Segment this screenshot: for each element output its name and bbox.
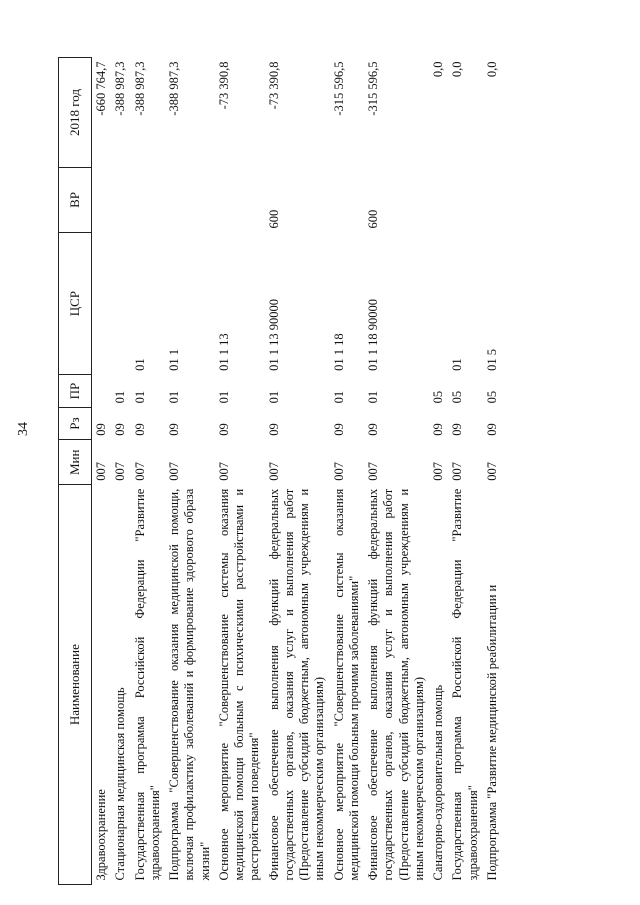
table-row (131, 58, 166, 885)
row-value: -315 596,5 (331, 61, 346, 116)
row-value: -73 390,8 (216, 61, 231, 110)
row-name: Государственная программа Российской Федерации "Развитие здравоохранения" (450, 488, 480, 881)
table-row (215, 58, 265, 885)
table-row (330, 58, 365, 885)
row-rz: 09 (484, 423, 499, 436)
row-csr: 01 1 18 (331, 333, 346, 371)
table-row (265, 58, 330, 885)
row-rz: 09 (94, 423, 108, 436)
row-name: Здравоохранение (94, 789, 108, 881)
row-vr (165, 167, 215, 232)
row-value: -315 596,5 (366, 61, 380, 116)
row-min: 007 (113, 462, 128, 481)
budget-table (58, 57, 502, 885)
table-row (364, 58, 429, 885)
row-pr: 01 (167, 390, 181, 404)
row-csr (92, 232, 112, 374)
row-pr: 05 (484, 390, 499, 404)
row-pr: 01 (216, 390, 231, 404)
row-min: 007 (167, 462, 181, 481)
row-rz: 09 (266, 423, 281, 436)
row-pr: 01 (266, 390, 281, 404)
row-csr: 01 (132, 358, 147, 371)
row-name: Финансовое обеспечение выполнения функций федеральных государственных органов, оказания услуг и выполнения работ (Предоставление субсидий бюджетным, автономным учреждениям и иным некоммерческим организациям) (266, 488, 327, 881)
row-csr: 01 1 (167, 348, 181, 371)
row-pr: 05 (431, 390, 445, 404)
row-min: 007 (216, 462, 231, 481)
row-rz: 09 (431, 423, 445, 436)
row-min: 007 (366, 462, 380, 481)
row-min: 007 (450, 462, 465, 481)
row-csr: 01 1 18 90000 (366, 298, 380, 371)
row-value: 0,0 (450, 61, 465, 78)
row-rz: 09 (113, 423, 128, 436)
row-name: Основное мероприятие "Совершенствование системы оказания медицинской помощи больным прочими заболеваниями" (331, 488, 361, 881)
row-vr: 600 (266, 209, 281, 229)
row-pr (92, 375, 112, 407)
table-row (429, 58, 448, 885)
row-min: 007 (484, 462, 499, 481)
row-value: -388 987,3 (132, 61, 147, 116)
table-row (448, 58, 483, 885)
row-rz: 09 (132, 423, 147, 436)
row-value: -388 987,3 (113, 61, 128, 116)
table-row (92, 58, 112, 885)
rotated-page (58, 57, 598, 885)
row-vr (429, 167, 448, 232)
row-rz: 09 (216, 423, 231, 436)
row-name: Финансовое обеспечение выполнения функций федеральных государственных органов, оказания услуг и выполнения работ (Предоставление субсидий бюджетным, автономным учреждениям и иным некоммерческим организациям) (366, 488, 426, 881)
row-csr: 01 1 13 90000 (266, 298, 281, 371)
row-name: Подпрограмма "Совершенствование оказания медицинской помощи, включая профилактику заболеваний и формирование здорового образа жизни" (167, 488, 212, 881)
row-csr (111, 232, 130, 374)
row-name: Стационарная медицинская помощь (113, 687, 128, 881)
header-name: Наименование (59, 485, 92, 885)
row-value: 0,0 (431, 61, 445, 78)
row-value: -73 390,8 (266, 61, 281, 110)
row-min: 007 (132, 462, 147, 481)
row-min: 007 (94, 462, 108, 481)
row-name: Государственная программа Российской Федерации "Развитие здравоохранения" (132, 488, 162, 881)
row-rz: 09 (167, 423, 181, 436)
row-vr (131, 167, 166, 232)
row-pr: 01 (331, 390, 346, 404)
row-csr: 01 1 13 (216, 333, 231, 371)
row-pr: 05 (450, 390, 465, 404)
row-rz: 09 (450, 423, 465, 436)
header-2018: 2018 год (59, 58, 92, 168)
header-pr: ПР (59, 375, 92, 407)
row-min: 007 (431, 462, 445, 481)
row-vr (330, 167, 365, 232)
table-header-row (59, 58, 92, 885)
table-row (111, 58, 130, 885)
row-pr: 01 (132, 390, 147, 404)
table-row (165, 58, 215, 885)
row-name: Основное мероприятие "Совершенствование системы оказания медицинской помощи больным с психическими расстройствами и расстройствами поведения" (216, 488, 262, 881)
row-csr: 01 (450, 358, 465, 371)
row-name: Санаторно-оздоровительная помощь (431, 684, 445, 881)
row-rz: 09 (366, 423, 380, 436)
row-pr: 01 (113, 390, 128, 404)
row-vr (483, 167, 502, 232)
row-value: -388 987,3 (167, 61, 181, 116)
table-row (483, 58, 502, 885)
row-vr (111, 167, 130, 232)
row-vr (215, 167, 265, 232)
header-rz: Рз (59, 407, 92, 439)
row-min: 007 (266, 462, 281, 481)
row-value: 0,0 (484, 61, 499, 78)
page-number: 34 (16, 422, 31, 436)
header-csr: ЦСР (59, 232, 92, 374)
row-csr (429, 232, 448, 374)
row-name: Подпрограмма "Развитие медицинской реабилитации и (484, 584, 499, 881)
row-value: -660 764,7 (94, 61, 108, 116)
row-csr: 01 5 (484, 348, 499, 371)
header-vr: ВР (59, 167, 92, 232)
header-min: Мин (59, 440, 92, 485)
row-min: 007 (331, 462, 346, 481)
row-vr: 600 (366, 209, 380, 229)
row-vr (92, 167, 112, 232)
row-pr: 01 (366, 390, 380, 404)
row-vr (448, 167, 483, 232)
row-rz: 09 (331, 423, 346, 436)
